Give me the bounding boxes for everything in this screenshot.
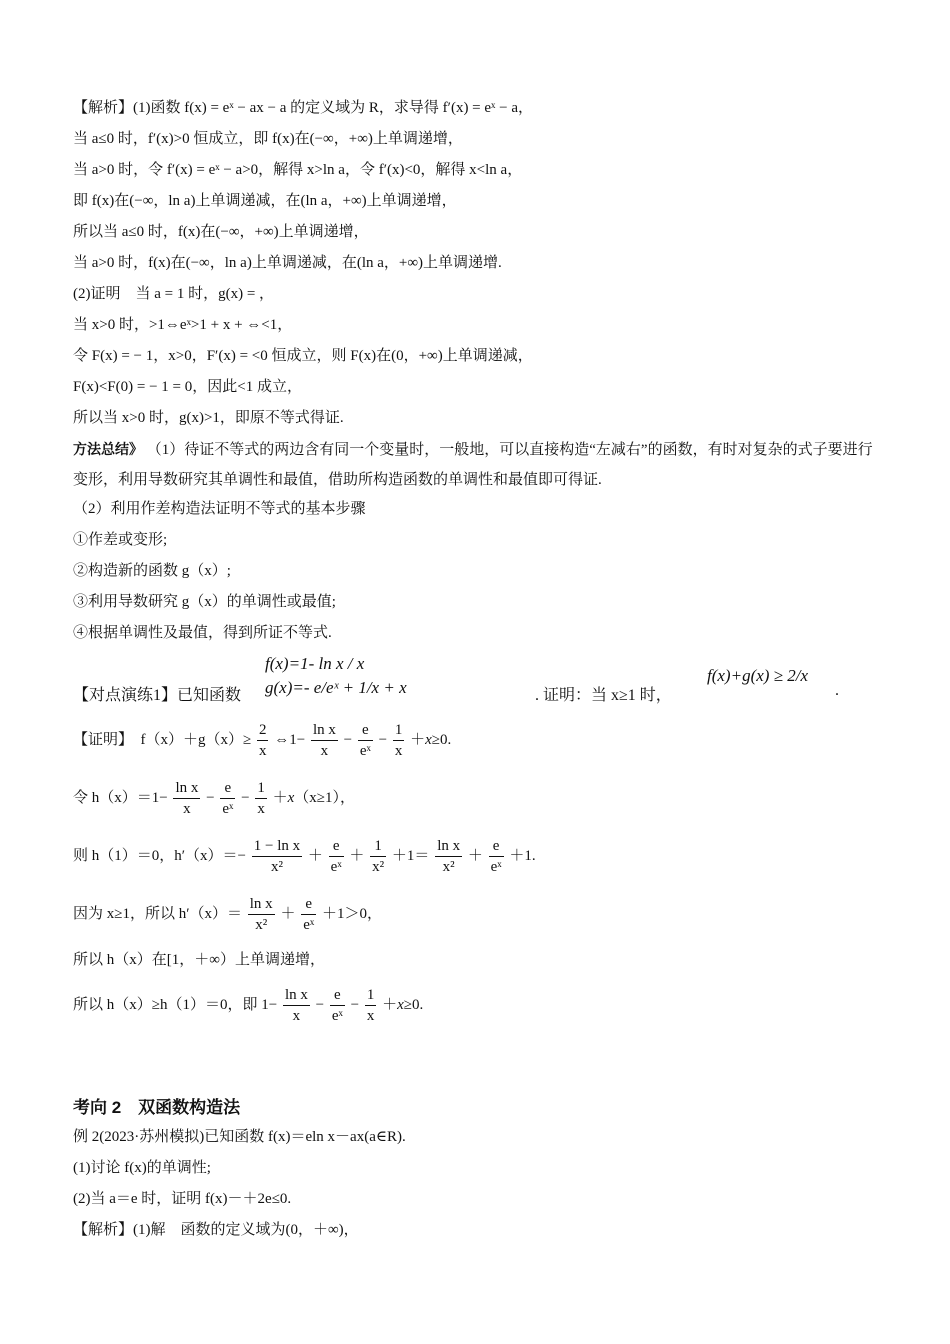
proof-l6-lead: 所以 h（x）≥h（1）＝0，即 1− xyxy=(73,997,278,1013)
plus-sign: ＋ xyxy=(382,997,398,1013)
frac-e-over-ex: $\frac{e}{\text{eˣ}}$ xyxy=(222,780,234,818)
proof-line-4 xyxy=(73,892,382,936)
method-step-4: ④根据单调性及最值，得到所证不等式. xyxy=(73,625,332,641)
practice-tail: . 证明：当 x≥1 时， xyxy=(535,687,672,704)
plus-sign: ＋ xyxy=(272,790,288,806)
example-2-q1: (1)讨论 f(x)的单调性; xyxy=(73,1160,211,1176)
example-2-solution: 【解析】(1)解 函数的定义域为(0，＋∞)， xyxy=(73,1222,359,1238)
solution-line-7: (2)证明 当 a = 1 时，g(x) = ， xyxy=(73,286,275,302)
solution-line-4: 即 f(x)在(−∞，ln a)上单调递减，在(ln a，+∞)上单调递增， xyxy=(73,193,457,209)
var-x: x xyxy=(397,997,404,1013)
practice-inequality: f(x)+g(x) ≥ 2/x xyxy=(707,666,809,685)
method-step-3: ③利用导数研究 g（x）的单调性或最值; xyxy=(73,594,336,610)
proof-l4-tail: ＋1＞0， xyxy=(321,906,382,922)
solution-line-9: 令 F(x) = − 1，x>0，F′(x) = <0 恒成立，则 F(x)在(0，+∞)上单调递减， xyxy=(73,348,533,364)
solution-line-11: 所以当 x>0 时，g(x)>1，即原不等式得证. xyxy=(73,410,344,426)
plus-sign: ＋ xyxy=(280,906,296,922)
method-summary xyxy=(73,434,879,495)
solution-line-6: 当 a>0 时，f(x)在(−∞，ln a)上单调递减，在(ln a，+∞)上单调递增. xyxy=(73,255,502,271)
practice-period: . xyxy=(835,682,839,699)
frac-lnx-over-x: $\frac{\text{ln x}}{x}$ xyxy=(284,987,308,1025)
practice-g-definition: g(x)=- e/eˣ + 1/x + x xyxy=(265,678,407,697)
minus-sign: − xyxy=(343,732,353,748)
proof-l6-tail: ≥0. xyxy=(403,997,424,1013)
example-2: 例 2(2023·苏州模拟)已知函数 f(x)＝eln x－ax(a∈R). xyxy=(73,1129,406,1145)
practice-problem xyxy=(73,650,893,704)
frac-1-minus-lnx-over-x2: $\frac{\text{1 − ln x}}{\text{x²}}$ xyxy=(253,838,301,876)
proof-l3-tail: ＋1. xyxy=(509,848,536,864)
frac-1-over-x: $\frac{1}{x}$ xyxy=(394,722,403,760)
proof-l1-lead: 【证明】 f（x）＋g（x）≥ xyxy=(73,732,252,748)
frac-1-over-x: $\frac{1}{x}$ xyxy=(257,780,265,818)
plus-sign: ＋ xyxy=(467,848,483,864)
example-2-q2: (2)当 a＝e 时，证明 f(x)－＋2e≤0. xyxy=(73,1191,292,1207)
frac-lnx-over-x: $\frac{\text{ln x}}{x}$ xyxy=(312,722,336,760)
solution-line-3: 当 a>0 时，令 f′(x) = eˣ − a>0，解得 x>ln a，令 f′(x)<0，解得 x<ln a， xyxy=(73,162,523,178)
minus-sign: − xyxy=(241,790,250,806)
plus-sign: ＋ xyxy=(349,848,365,864)
proof-l4-lead: 因为 x≥1，所以 h′（x）＝ xyxy=(73,906,243,922)
proof-line-2 xyxy=(73,776,355,820)
proof-line-1 xyxy=(73,718,451,762)
proof-line-3: 则 h（1）＝0，h′（x）＝− $\frac{\text{1 − ln x}}{\text{x²}}$ ＋ $\frac{e}{\text{eˣ}}$ ＋ $\frac{1}{\text{x²}}$ ＋1＝ $\frac{\text{ln x}}{\text{x²}}$ ＋ $\frac{e}{\text{eˣ}}$ ＋1. xyxy=(73,838,536,876)
proof-l2-lead: 令 h（x）＝1− xyxy=(73,790,168,806)
solution-line-10: F(x)<F(0) = − 1 = 0，因此<1 成立， xyxy=(73,379,302,395)
frac-e-over-ex: $\frac{e}{\text{eˣ}}$ xyxy=(330,838,342,876)
proof-l1-mid: ⇔1− xyxy=(274,732,306,748)
frac-e-over-ex: $\frac{e}{\text{eˣ}}$ xyxy=(490,838,502,876)
solution-line-2: 当 a≤0 时，f′(x)>0 恒成立，即 f(x)在(−∞，+∞)上单调递增， xyxy=(73,131,463,147)
plus-sign: ＋ xyxy=(410,732,426,748)
method-paragraph-1: （1）待证不等式的两边含有同一个变量时，一般地，可以直接构造“左减右”的函数，有时对复杂的式子要进行变形，利用导数研究其单调性和最值，借助所构造函数的单调性和最值即可得证. xyxy=(73,442,873,488)
frac-lnx-over-x2: $\frac{\text{ln x}}{\text{x²}}$ xyxy=(249,896,273,934)
method-step-1: ①作差或变形; xyxy=(73,532,168,548)
frac-lnx-over-x2: $\frac{\text{ln x}}{\text{x²}}$ xyxy=(437,838,461,876)
minus-sign: − xyxy=(350,997,360,1013)
proof-l2-tail: （x≥1）， xyxy=(294,790,355,806)
var-x: x xyxy=(287,790,295,806)
frac-1-over-x2: $\frac{1}{\text{x²}}$ xyxy=(372,838,385,876)
section-heading: 考向 2 双函数构造法 xyxy=(73,1098,241,1117)
proof-l1-tail: ≥0. xyxy=(431,732,452,748)
frac-1-over-x: $\frac{1}{x}$ xyxy=(366,987,375,1025)
solution-line-5: 所以当 a≤0 时，f(x)在(−∞，+∞)上单调递增， xyxy=(73,224,369,240)
plus-sign: ＋ xyxy=(307,848,323,864)
minus-sign: − xyxy=(378,732,388,748)
solution-line-1: 【解析】(1)函数 f(x) = eˣ − ax − a 的定义域为 R，求导得 f′(x) = eˣ − a， xyxy=(73,100,534,116)
method-paragraph-2: （2）利用作差构造法证明不等式的基本步骤 xyxy=(73,501,366,517)
var-x: x xyxy=(425,732,432,748)
practice-label: 【对点演练1】已知函数 xyxy=(73,687,242,704)
frac-e-over-ex: $\frac{e}{\text{eˣ}}$ xyxy=(359,722,371,760)
frac-e-over-ex: $\frac{e}{\text{eˣ}}$ xyxy=(303,896,315,934)
frac-lnx-over-x: $\frac{\text{ln x}}{x}$ xyxy=(175,780,199,818)
frac-e-over-ex: $\frac{e}{\text{eˣ}}$ xyxy=(331,987,343,1025)
minus-sign: − xyxy=(315,997,325,1013)
proof-l3-lead: 则 h（1）＝0，h′（x）＝− xyxy=(73,848,246,864)
method-step-2: ②构造新的函数 g（x）; xyxy=(73,563,231,579)
method-tag: 方法总结》 xyxy=(73,441,143,457)
minus-sign: − xyxy=(206,790,215,806)
practice-f-definition: f(x)=1- ln x / x xyxy=(265,654,365,673)
proof-line-5: 所以 h（x）在[1，＋∞）上单调递增， xyxy=(73,952,325,968)
solution-line-8: 当 x>0 时，>1⇔eˣ>1 + x + ⇔<1， xyxy=(73,317,293,333)
frac-2-over-x: $\frac{2}{x}$ xyxy=(258,722,267,760)
proof-line-6 xyxy=(73,983,423,1027)
